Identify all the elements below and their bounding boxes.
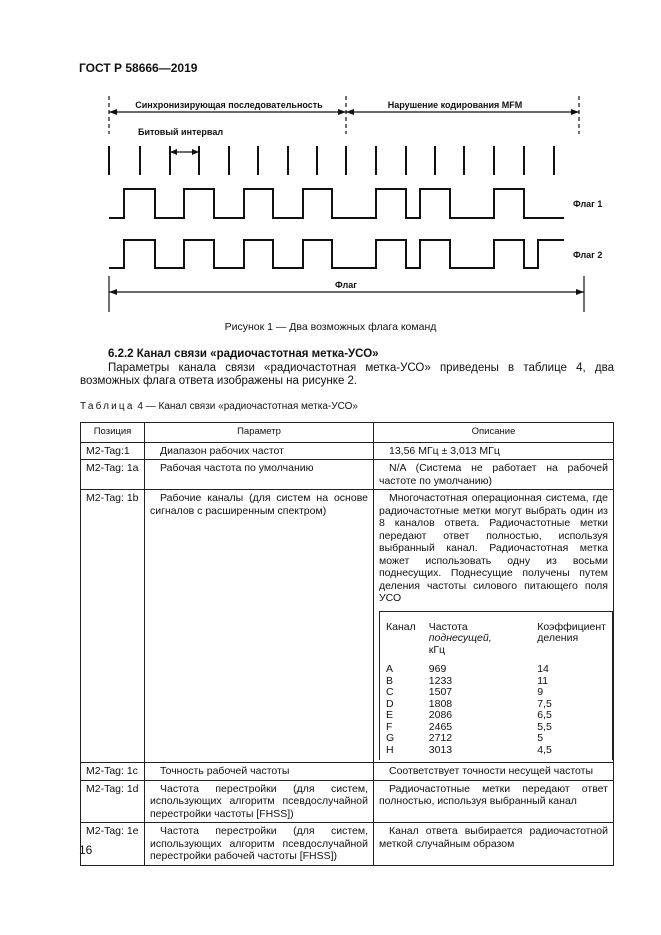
document-header: ГОСТ Р 58666—2019	[79, 61, 198, 75]
subcarrier-row	[384, 676, 608, 688]
section-paragraph	[80, 362, 614, 388]
subcarrier-row	[384, 687, 608, 699]
sub-channel: D	[386, 697, 394, 710]
bit-interval-label: Битовый интервал	[138, 127, 224, 137]
row-parameter: Частота перестройки (для систем, использующих алгоритм псевдослучайной перестройки частоты [FHSS])	[145, 780, 374, 823]
row-parameter: Точность рабочей частоты	[145, 763, 374, 781]
sub-channel: E	[386, 709, 394, 721]
subcarrier-row	[384, 699, 608, 711]
sub-header-frequency	[427, 622, 535, 657]
sub-channel: F	[386, 720, 393, 733]
row-parameter: Частота перестройки (для систем, использующих алгоритм псевдослучайной перестройки рабочей частоты [FHSS])	[145, 823, 374, 866]
row-position: M2-Tag: 1b	[81, 490, 145, 763]
sub-divider: 7,5	[537, 697, 552, 710]
sub-divider: 5	[537, 732, 544, 744]
figure-caption: Рисунок 1 — Два возможных флага команд	[224, 321, 437, 333]
row-parameter: Рабочая частота по умолчанию	[145, 460, 374, 490]
sub-frequency: 1808	[428, 697, 453, 710]
page-number: 16	[79, 843, 93, 857]
sub-divider: 6,5	[537, 709, 552, 721]
table-caption-prefix: Таблица	[80, 401, 135, 412]
row-position: M2-Tag: 1c	[81, 763, 145, 781]
subcarrier-table	[384, 622, 608, 757]
subcarrier-row	[384, 733, 608, 745]
sync-sequence-label: Синхронизирующая последовательность	[135, 100, 323, 110]
row-description: Канал ответа выбирается радиочастотной меткой случайным образом	[374, 823, 614, 866]
row-description: 13,56 МГц ± 3,013 МГц	[374, 442, 614, 460]
table-header-row	[81, 423, 614, 443]
table-row	[81, 823, 614, 866]
sub-header-frequency-b: поднесущей,	[428, 632, 492, 644]
section-title: 6.2.2 Канал связи «радиочастотная метка-УСО»	[108, 348, 379, 360]
table-row	[81, 442, 614, 460]
paragraph-text: Параметры канала связи «радиочастотная метка-УСО» приведены в таблице 4, два возможных флага ответа изображены на рисунке 2.	[80, 362, 614, 387]
sub-frequency: 2465	[428, 720, 453, 733]
flag-label: Флаг	[335, 280, 357, 290]
table-caption	[80, 401, 358, 412]
sub-channel: A	[386, 663, 394, 675]
flag-1-label: Флаг 1	[573, 199, 603, 209]
subcarrier-row	[384, 664, 608, 676]
sub-frequency: 3013	[428, 743, 453, 756]
row-description: N/A (Система не работает на рабочей частоте по умолчанию)	[374, 460, 614, 490]
sub-frequency: 1233	[428, 674, 453, 687]
timing-diagram	[0, 0, 661, 320]
row-description: Многочастотная операционная система, где радиочастотные метки могут выбрать один из 8 каналов ответа. Радиочастотные метки передают ответ полностью, используя выбранный канал. Радиочастотная метка может использовать одну из восьми поднесущих. Поднесущие получены путем деления частоты силового питающего поля УСО	[379, 492, 608, 604]
header-description: Описание	[374, 423, 614, 443]
subcarrier-row	[384, 745, 608, 757]
sub-divider: 5,5	[537, 720, 552, 733]
sub-header-frequency-a: Частота	[428, 620, 468, 633]
sub-header-divider: Коэффициент деления	[537, 620, 606, 644]
row-position: M2-Tag: 1a	[81, 460, 145, 490]
mfm-violation-label: Нарушение кодирования MFM	[387, 100, 523, 110]
table-row	[81, 763, 614, 781]
row-description: Радиочастотные метки передают ответ полностью, используя выбранный канал	[374, 780, 614, 823]
sub-divider: 4,5	[537, 743, 552, 756]
table-row	[81, 460, 614, 490]
row-position: M2-Tag: 1d	[81, 780, 145, 823]
row-description: Соответствует точности несущей частоты	[374, 763, 614, 781]
subcarrier-header	[384, 622, 608, 657]
sub-channel: C	[386, 686, 394, 698]
row-position: M2-Tag:1	[81, 442, 145, 460]
sub-frequency: 969	[428, 663, 447, 675]
row-position: M2-Tag: 1e	[81, 823, 145, 866]
sub-divider: 9	[537, 686, 544, 698]
sub-frequency: 2712	[428, 732, 453, 744]
sub-channel: B	[386, 674, 394, 687]
sub-divider: 14	[537, 663, 549, 675]
table-row	[81, 780, 614, 823]
row-parameter: Диапазон рабочих частот	[145, 442, 374, 460]
header-parameter: Параметр	[145, 423, 374, 443]
flag-1-waveform	[109, 189, 564, 218]
row-parameter: Рабочие каналы (для систем на основе сигналов с расширенным спектром)	[145, 490, 374, 763]
sub-header-channel: Канал	[386, 620, 416, 633]
sub-frequency: 1507	[428, 686, 453, 698]
table-row	[81, 490, 614, 763]
sub-header-frequency-unit: кГц	[428, 643, 446, 656]
flag-2-label: Флаг 2	[573, 250, 603, 260]
subcarrier-row	[384, 722, 608, 734]
sub-channel: H	[386, 743, 394, 756]
subcarrier-row	[384, 710, 608, 722]
sub-frequency: 2086	[428, 709, 453, 721]
flag-2-waveform	[109, 240, 564, 268]
parameters-table	[80, 422, 614, 866]
sub-channel: G	[386, 732, 395, 744]
sub-divider: 11	[537, 674, 549, 687]
table-caption-text: 4 — Канал связи «радиочастотная метка-УСО»	[137, 401, 358, 412]
row-description-cell	[374, 490, 614, 763]
header-position: Позиция	[81, 423, 145, 443]
subcarrier-table-frame	[379, 611, 613, 761]
